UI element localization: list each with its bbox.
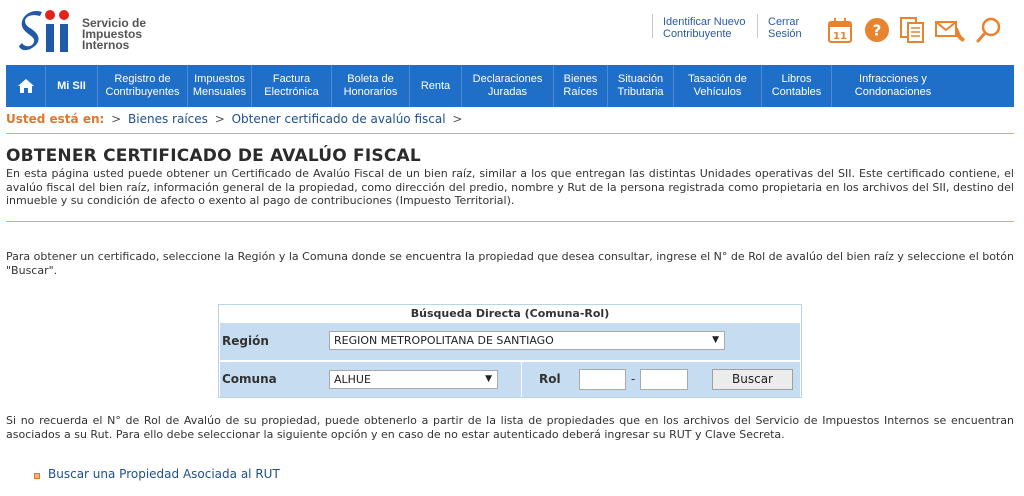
page-title: OBTENER CERTIFICADO DE AVALÚO FISCAL (6, 146, 421, 166)
search-panel (218, 304, 802, 398)
search-icon[interactable] (975, 16, 1003, 44)
comuna-label: Comuna (222, 372, 277, 386)
main-nav (6, 65, 1014, 107)
nav-renta[interactable]: Renta (410, 65, 462, 107)
home-icon (17, 78, 35, 94)
logo-line-3: Internos (82, 38, 130, 52)
nav-impuestos-mensuales[interactable]: Impuestos Mensuales (188, 65, 252, 107)
logo-line-1: Servicio de (82, 16, 147, 30)
header-separator (757, 14, 758, 38)
region-row (220, 323, 800, 360)
sii-logo-mark (18, 6, 76, 56)
breadcrumb-lead: Usted está en: (6, 112, 105, 126)
cerrar-sesion-link[interactable]: Cerrar Sesión (768, 16, 802, 40)
nav-factura-electronica[interactable]: Factura Electrónica (252, 65, 332, 107)
nav-bienes-raices[interactable]: Bienes Raíces (554, 65, 608, 107)
calendar-day: 11 (833, 31, 847, 42)
buscar-button[interactable]: Buscar (712, 369, 793, 390)
breadcrumb-bienes-raices[interactable]: Bienes raíces (128, 112, 208, 126)
breadcrumb-separator: > (111, 112, 122, 126)
chevron-down-icon: ▼ (485, 374, 492, 384)
nav-mi-sii[interactable]: Mi SII (46, 65, 98, 107)
region-label: Región (222, 334, 269, 348)
breadcrumb-obtener-certificado[interactable]: Obtener certificado de avalúo fiscal (231, 112, 446, 126)
comuna-select[interactable] (329, 370, 498, 389)
header-separator (652, 14, 653, 38)
nav-libros-contables[interactable]: Libros Contables (762, 65, 832, 107)
search-panel-title: Búsqueda Directa (Comuna-Rol) (410, 307, 610, 320)
nav-situacion-tributaria[interactable]: Situación Tributaria (608, 65, 674, 107)
mail-phone-icon[interactable] (934, 16, 966, 44)
logo-line-2: Impuestos (82, 27, 143, 41)
sii-logo[interactable] (18, 6, 158, 58)
rol-input-1[interactable] (579, 369, 626, 390)
breadcrumb-separator: > (214, 112, 225, 126)
comuna-select-value: ALHUE (334, 373, 371, 386)
breadcrumb-separator: > (452, 112, 463, 126)
nav-declaraciones-juradas[interactable]: Declaraciones Juradas (462, 65, 554, 107)
logo-text (82, 18, 146, 51)
rol-separator: - (631, 372, 636, 386)
region-select[interactable] (329, 331, 725, 350)
nav-infracciones-condonaciones[interactable]: Infracciones y Condonaciones (854, 73, 932, 98)
rol-input-2[interactable] (640, 369, 688, 390)
nav-registro-contribuyentes[interactable]: Registro de Contribuyentes (98, 65, 188, 107)
chevron-down-icon: ▼ (712, 335, 719, 345)
nav-tasacion-vehiculos[interactable]: Tasación de Vehículos (674, 65, 762, 107)
region-select-value: REGION METROPOLITANA DE SANTIAGO (334, 334, 554, 347)
site-header (0, 0, 1024, 64)
identificar-contribuyente-link[interactable]: Identificar Nuevo Contribuyente (663, 16, 746, 40)
nav-home[interactable] (6, 65, 46, 107)
breadcrumb (6, 112, 465, 126)
comuna-row (220, 362, 800, 397)
column-divider (521, 362, 522, 397)
divider (6, 133, 1014, 134)
rut-note-text: Si no recuerda el N° de Rol de Avalúo de su propiedad, puede obtenerlo a partir de la lista de propiedades que en los archivos del Servicio de Impuestos Internos se encuentran asociados a su Rut. Para ello debe seleccionar la siguiente opción y en caso de no estar autenticado deberá ingresar su RUT y Clave Secreta. (6, 414, 1014, 441)
calendar-icon[interactable] (826, 16, 854, 44)
help-icon[interactable] (863, 16, 891, 44)
bullet-icon (34, 473, 40, 479)
rol-label: Rol (539, 372, 561, 386)
svg-text:?: ? (872, 21, 882, 40)
intro-text: En esta página usted puede obtener un Certificado de Avalúo Fiscal de un bien raíz, similar a los que entregan las distintas Unidades operativas del SII. Este certificado contiene, el avalúo fiscal del bien raíz, información general de la propiedad, como dirección del predio, nombre y Rut de la persona registrada como propietaria en los archivos del SII, destino del inmueble y su condición de afecto o exento al pago de contribuciones (Impuesto Territorial). (6, 167, 1014, 207)
documents-icon[interactable] (898, 16, 926, 44)
divider (6, 221, 1014, 222)
buscar-propiedad-rut-link[interactable]: Buscar una Propiedad Asociada al RUT (48, 467, 280, 481)
nav-boleta-honorarios[interactable]: Boleta de Honorarios (332, 65, 410, 107)
instructions-text: Para obtener un certificado, seleccione la Región y la Comuna donde se encuentra la propiedad que desea consultar, ingrese el N° de Rol de avalúo del bien raíz y seleccione el botón "Buscar". (6, 250, 1014, 277)
